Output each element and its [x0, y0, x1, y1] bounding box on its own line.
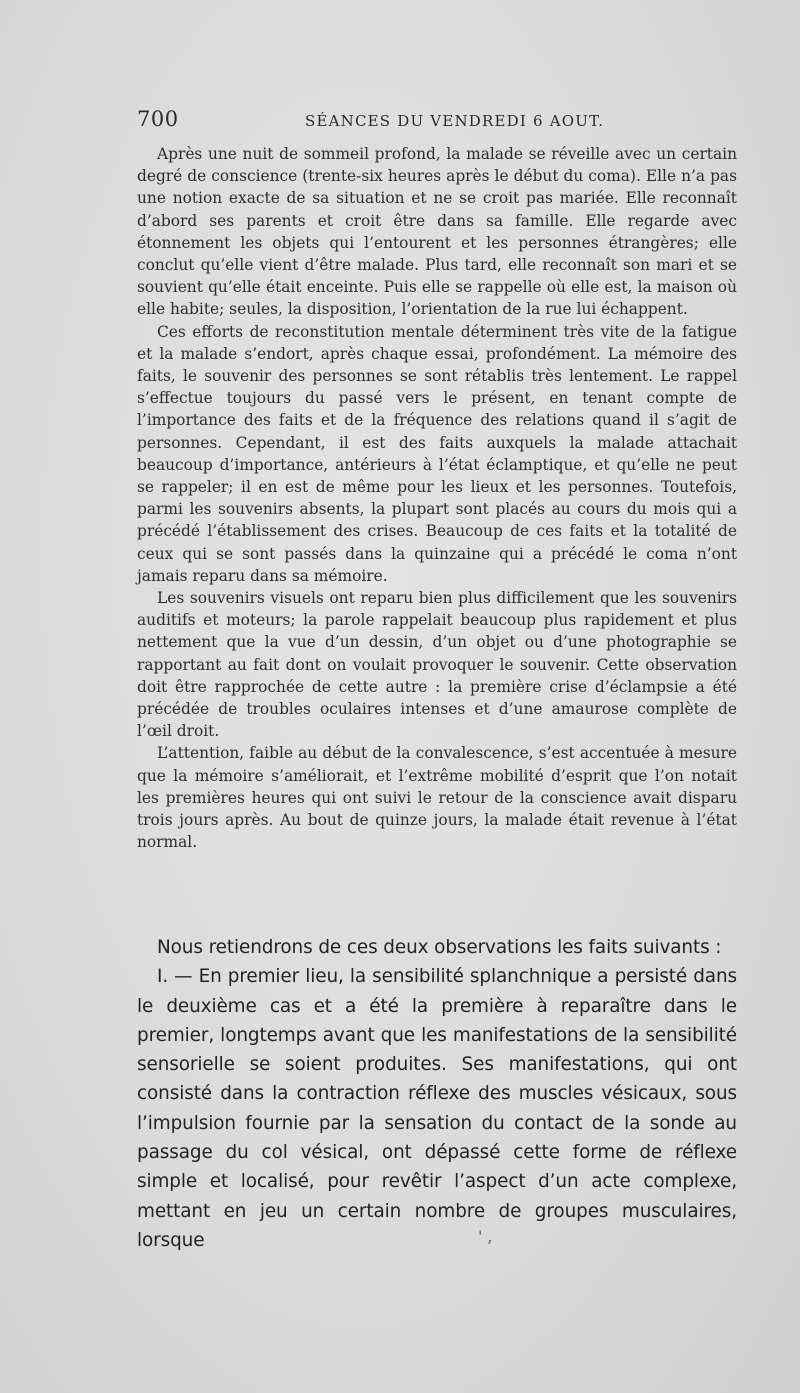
paragraph: Après une nuit de sommeil profond, la malade se réveille avec un certain degré de conscience (trente-six heures après le début du coma). Elle n’a pas une notion exacte de sa situation et ne se croit pas mariée. Elle reconnaît d’abord ses parents et croit être dans sa famille. Elle regarde avec étonnement les objets qui l’entourent et les personnes étrangères; elle conclut qu’elle vient d’être malade. Plus tard, elle reconnaît son mari et se souvient qu’elle était enceinte. Puis elle se rappelle où elle est, la maison où elle habite; seules, la disposition, l’orientation de la rue lui échappent.	[137, 145, 737, 319]
page-number: 700	[137, 107, 179, 131]
page-header	[137, 107, 737, 143]
page-mark: ' ,	[478, 1227, 493, 1246]
paragraph: L’attention, faible au début de la convalescence, s’est accentuée à mesure que la mémoire s’améliorait, et l’extrême mobilité d’esprit que l’on notait les premières heures qui ont suivi le retour de la conscience avait disparu trois jours après. Au bout de quinze jours, la malade était revenue à l’état normal.	[137, 744, 737, 852]
running-head: SÉANCES DU VENDREDI 6 AOUT.	[305, 112, 605, 130]
body-text	[137, 143, 737, 854]
conclusion-intro: Nous retiendrons de ces deux observations les faits suivants :	[157, 937, 722, 958]
paragraph: Ces efforts de reconstitution mentale déterminent très vite de la fatigue et la malade s’endort, après chaque essai, profondément. La mémoire des faits, le souvenir des personnes se sont rétablis très lentement. Le rappel s’effectue toujours du passé vers le présent, en tenant compte de l’importance des faits et de la fréquence des relations quand il s’agit de personnes. Cependant, il est des faits auxquels la malade attachait beaucoup d’importance, antérieurs à l’état éclamptique, et qu’elle ne peut se rappeler; il en est de même pour les lieux et les personnes. Toutefois, parmi les souvenirs absents, la plupart sont placés au cours du mois qui a précédé l’établissement des crises. Beaucoup de ces faits et la totalité de ceux qui se sont passés dans la quinzaine qui a précédé le coma n’ont jamais reparu dans sa mémoire.	[137, 322, 737, 585]
conclusion-point-1: I. — En premier lieu, la sensibilité splanchnique a persisté dans le deuxième cas et a été la première à reparaître dans le premier, longtemps avant que les manifestations de la sensibilité sensorielle se soient produites. Ses manifestations, qui ont consisté dans la contraction réflexe des muscles vésicaux, sous l’impulsion fournie par la sensation du contact de la sonde au passage du col vésical, ont dépassé cette forme de réflexe simple et localisé, pour revêtir l’aspect d’un acte complexe, mettant en jeu un certain nombre de groupes musculaires, lorsque	[137, 966, 737, 1251]
conclusion-text	[137, 933, 737, 1255]
paragraph: Les souvenirs visuels ont reparu bien plus difficilement que les souvenirs auditifs et moteurs; la parole rappelait beaucoup plus rapidement et plus nettement que la vue d’un dessin, d’un objet ou d’une photographie se rapportant au fait dont on voulait provoquer le souvenir. Cette observation doit être rapprochée de cette autre : la première crise d’éclampsie a été précédée de troubles oculaires intenses et d’une amaurose complète de l’œil droit.	[137, 589, 737, 741]
